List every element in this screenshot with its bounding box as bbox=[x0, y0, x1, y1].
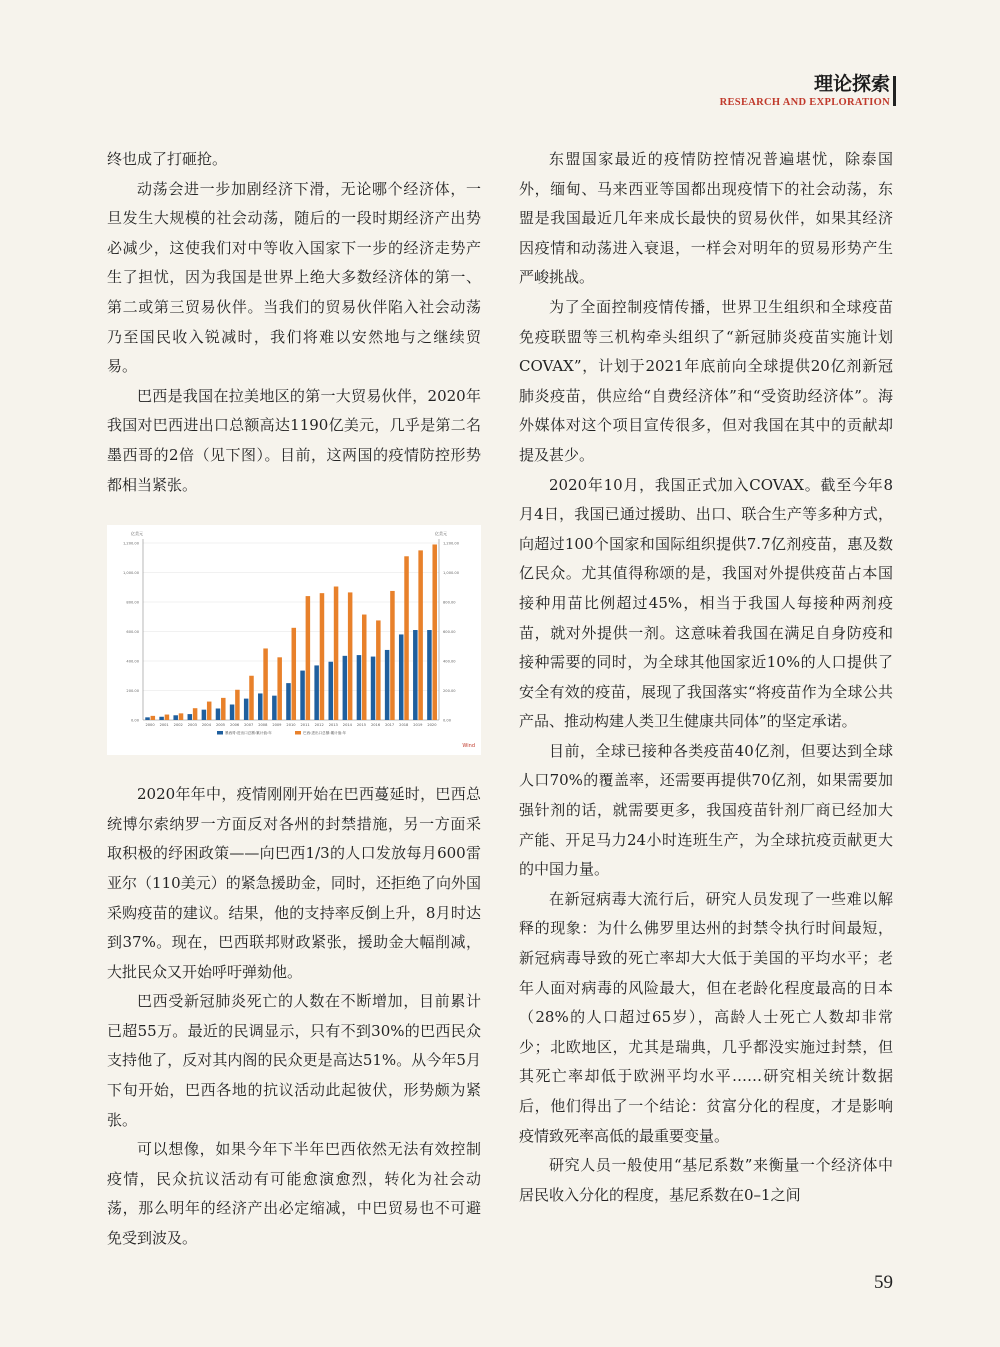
chart-bar bbox=[193, 708, 198, 720]
y-tick-label-right: 0.00 bbox=[443, 718, 452, 723]
chart-bar bbox=[404, 556, 409, 720]
chart-bar bbox=[328, 662, 333, 720]
x-tick-label: 2020 bbox=[427, 723, 437, 728]
x-tick-label: 2006 bbox=[230, 723, 240, 728]
paragraph: 2020年10月，我国正式加入COVAX。截至今年8月4日，我国已通过援助、出口、联合生产等多种方式，向超过100个国家和国际组织提供7.7亿剂疫苗，惠及数亿民众。尤其值得称颂的是，我国对外提供疫苗占本国接种用苗比例超过45%，相当于我国人每接种两剂疫苗，就对外提供一剂。这意味着我国在满足自身防疫和接种需要的同时，为全球其他国家近10%的人口提供了安全有效的疫苗，展现了我国落实“将疫苗作为全球公共产品、推动构建人类卫生健康共同体”的坚定承诺。 bbox=[519, 475, 893, 731]
chart-bar bbox=[334, 587, 339, 720]
y-tick-label-left: 600.00 bbox=[126, 630, 139, 635]
x-tick-label: 2018 bbox=[399, 723, 409, 728]
section-header bbox=[720, 72, 890, 110]
x-tick-label: 2004 bbox=[201, 723, 212, 728]
trade-chart-svg bbox=[107, 525, 481, 755]
chart-bar bbox=[258, 694, 263, 721]
paragraph: 巴西受新冠肺炎死亡的人数在不断增加，目前累计已超55万。最近的民调显示，只有不到30%的巴西民众支持他了，反对其内阁的民众更是高达51%。从今年5月下旬开始，巴西各地的抗议活动此起彼伏，形势颇为紧张。 bbox=[107, 992, 481, 1129]
chart-bar bbox=[357, 655, 362, 720]
page-number: 59 bbox=[874, 1272, 893, 1293]
chart-bar bbox=[179, 713, 184, 720]
y-tick-label-right: 400.00 bbox=[443, 659, 456, 664]
y-tick-label-left: 800.00 bbox=[126, 600, 139, 605]
left-axis-unit: 亿美元 bbox=[131, 531, 143, 537]
legend-label: 墨西哥:进出口总额:累计值:年 bbox=[225, 731, 272, 736]
chart-bar bbox=[427, 630, 432, 720]
x-tick-label: 2007 bbox=[244, 723, 254, 728]
x-tick-label: 2011 bbox=[300, 723, 310, 728]
right-column bbox=[519, 145, 893, 1210]
chart-bar bbox=[343, 656, 348, 720]
x-tick-label: 2010 bbox=[286, 723, 296, 728]
chart-bar bbox=[263, 649, 268, 721]
legend-swatch bbox=[217, 731, 223, 735]
paragraph: 终也成了打砸抢。 bbox=[107, 150, 228, 168]
chart-bar bbox=[221, 698, 226, 720]
chart-bar bbox=[165, 715, 170, 720]
paragraph: 为了全面控制疫情传播，世界卫生组织和全球疫苗免疫联盟等三机构牵头组织了“新冠肺炎疫苗实施计划COVAX”，计划于2021年底前向全球提供20亿剂新冠肺炎疫苗，供应给“自费经济体”和“受资助经济体”。海外媒体对这个项目宣传很多，但对我国在其中的贡献却提及甚少。 bbox=[519, 297, 893, 464]
y-tick-label-right: 1,000.00 bbox=[443, 571, 460, 576]
x-tick-label: 2017 bbox=[385, 723, 395, 728]
paragraph: 东盟国家最近的疫情防控情况普遍堪忧，除泰国外，缅甸、马来西亚等国都出现疫情下的社会动荡，东盟是我国最近几年来成长最快的贸易伙伴，如果其经济因疫情和动荡进入衰退，一样会对明年的贸易形势产生严峻挑战。 bbox=[519, 150, 893, 287]
y-tick-label-left: 1,000.00 bbox=[122, 571, 139, 576]
x-tick-label: 2016 bbox=[370, 723, 381, 728]
y-tick-label-right: 200.00 bbox=[443, 689, 456, 694]
chart-bar bbox=[235, 690, 240, 720]
chart-bar bbox=[159, 717, 164, 720]
x-tick-label: 2005 bbox=[215, 723, 226, 728]
left-column bbox=[107, 145, 481, 1254]
chart-bar bbox=[202, 710, 207, 720]
paragraph: 动荡会进一步加剧经济下滑，无论哪个经济体，一旦发生大规模的社会动荡，随后的一段时期经济产出势必减少，这使我们对中等收入国家下一步的经济走势产生了担忧，因为我国是世界上绝大多数经济体的第一、第二或第三贸易伙伴。当我们的贸易伙伴陷入社会动荡乃至国民收入锐减时，我们将难以安然地与之继续贸易。 bbox=[107, 179, 481, 376]
chart-bar bbox=[371, 657, 376, 720]
x-tick-label: 2008 bbox=[258, 723, 268, 728]
y-tick-label-left: 1,200.00 bbox=[122, 541, 139, 546]
chart-bar bbox=[314, 666, 319, 721]
chart-bar bbox=[277, 657, 282, 720]
x-tick-label: 2015 bbox=[356, 723, 367, 728]
chart-bar bbox=[432, 545, 437, 721]
paragraph: 可以想像，如果今年下半年巴西依然无法有效控制疫情，民众抗议活动有可能愈演愈烈，转化为社会动荡，那么明年的经济产出必定缩减，中巴贸易也不可避免受到波及。 bbox=[107, 1140, 481, 1248]
paragraph: 在新冠病毒大流行后，研究人员发现了一些难以解释的现象：为什么佛罗里达州的封禁令执行时间最短，新冠病毒导致的死亡率却大大低于美国的平均水平；老年人面对病毒的风险最大，但在老龄化程度最高的日本（28%的人口超过65岁），高龄人士死亡人数却非常少；北欧地区，尤其是瑞典，几乎都没实施过封禁，但其死亡率却低于欧洲平均水平……研究相关统计数据后，他们得出了一个结论：贫富分化的程度，才是影响疫情致死率高低的最重要变量。 bbox=[519, 889, 893, 1145]
x-tick-label: 2012 bbox=[314, 723, 324, 728]
chart-source: Wind bbox=[462, 743, 475, 750]
y-tick-label-left: 200.00 bbox=[126, 689, 139, 694]
chart-bar bbox=[390, 591, 395, 720]
chart-bar bbox=[173, 715, 178, 720]
chart-bar bbox=[413, 630, 418, 720]
legend-label: 巴西:进出口总额:累计值:年 bbox=[303, 731, 347, 736]
x-tick-label: 2014 bbox=[342, 723, 352, 728]
x-tick-label: 2003 bbox=[187, 723, 197, 728]
chart-bar bbox=[399, 635, 404, 721]
y-tick-label-right: 800.00 bbox=[443, 600, 456, 605]
paragraph: 目前，全球已接种各类疫苗40亿剂，但要达到全球人口70%的覆盖率，还需要再提供70亿剂，如果需要加强针剂的话，就需要更多，我国疫苗针剂厂商已经加大产能、开足马力24小时连班生产，为全球抗疫贡献更大的中国力量。 bbox=[519, 741, 893, 879]
paragraph: 2020年年中，疫情刚刚开始在巴西蔓延时，巴西总统博尔索纳罗一方面反对各州的封禁措施，另一方面采取积极的纾困政策——向巴西1/3的人口发放每月600雷亚尔（110美元）的紧急援助金，同时，还拒绝了向外国采购疫苗的建议。结果，他的支持率反倒上升，8月时达到37%。现在，巴西联邦财政紧张，援助金大幅削减，大批民众又开始呼吁弹劾他。 bbox=[107, 785, 481, 981]
chart-bar bbox=[188, 714, 193, 720]
x-tick-label: 2000 bbox=[145, 723, 155, 728]
chart-bar bbox=[272, 696, 277, 720]
x-tick-label: 2001 bbox=[159, 723, 169, 728]
x-tick-label: 2013 bbox=[328, 723, 338, 728]
x-tick-label: 2019 bbox=[413, 723, 423, 728]
chart-bar bbox=[385, 650, 390, 720]
chart-bar bbox=[306, 596, 311, 720]
chart-bar bbox=[362, 615, 367, 720]
legend-swatch bbox=[295, 731, 301, 735]
chart-bar bbox=[376, 621, 381, 721]
y-tick-label-left: 400.00 bbox=[126, 659, 139, 664]
y-tick-label-left: 0.00 bbox=[130, 718, 139, 723]
chart-bar bbox=[230, 705, 235, 720]
chart-bar bbox=[286, 683, 291, 720]
chart-bar bbox=[249, 676, 254, 720]
chart-bar bbox=[348, 593, 353, 721]
y-tick-label-right: 1,200.00 bbox=[443, 541, 460, 546]
chart-bar bbox=[320, 593, 325, 720]
chart-bar bbox=[244, 699, 249, 720]
chart-bar bbox=[216, 709, 221, 721]
chart-bar bbox=[207, 702, 212, 720]
paragraph: 巴西是我国在拉美地区的第一大贸易伙伴，2020年我国对巴西进出口总额高达1190亿美元，几乎是第二名墨西哥的2倍（见下图）。目前，这两国的疫情防控形势都相当紧张。 bbox=[107, 386, 481, 494]
right-axis-unit: 亿美元 bbox=[435, 531, 447, 537]
chart-bar bbox=[151, 716, 156, 720]
chart-bar bbox=[145, 717, 150, 720]
x-tick-label: 2009 bbox=[272, 723, 282, 728]
chart-bar bbox=[418, 551, 423, 721]
paragraph: 研究人员一般使用“基尼系数”来衡量一个经济体中居民收入分化的程度，基尼系数在0–1之间 bbox=[519, 1156, 893, 1204]
header-divider bbox=[893, 76, 896, 106]
chart-bar bbox=[300, 671, 305, 720]
trade-chart bbox=[107, 525, 481, 755]
y-tick-label-right: 600.00 bbox=[443, 630, 456, 635]
section-title-english: RESEARCH AND EXPLORATION bbox=[719, 97, 890, 108]
x-tick-label: 2002 bbox=[173, 723, 183, 728]
chart-bar bbox=[292, 628, 297, 720]
section-title: 理论探索 bbox=[813, 73, 890, 95]
